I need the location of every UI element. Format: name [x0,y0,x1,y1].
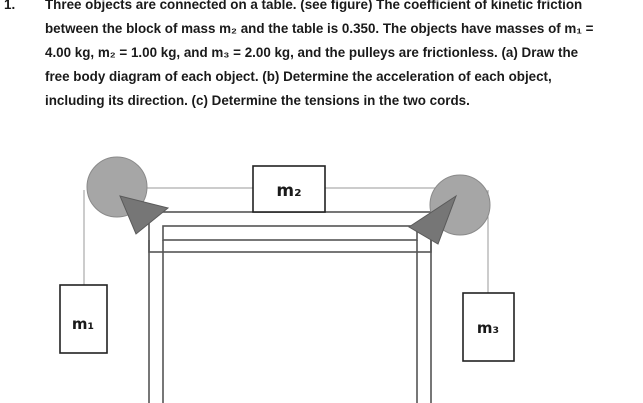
problem-line-5: including its direction. (c) Determine the tensions in the two cords. [45,93,470,108]
problem-line-2: between the block of mass m₂ and the table is 0.350. The objects have masses of m₁ = [45,21,594,36]
table-left-leg [149,240,163,403]
block-m2-label: m₂ [276,181,302,201]
problem-line-3: 4.00 kg, m₂ = 1.00 kg, and m₃ = 2.00 kg, and the pulleys are frictionless. (a) Draw the [45,45,579,60]
block-m3-label: m₃ [476,319,500,337]
table-right-leg [417,240,431,403]
problem-line-1: Three objects are connected on a table. (see figure) The coefficient of kinetic friction [45,0,583,12]
table-top-inner [163,226,417,240]
problem-number: 1. [4,0,16,12]
table-top [149,212,431,252]
block-m1-label: m₁ [71,315,95,333]
problem-line-4: free body diagram of each object. (b) Determine the acceleration of each object, [45,69,552,84]
